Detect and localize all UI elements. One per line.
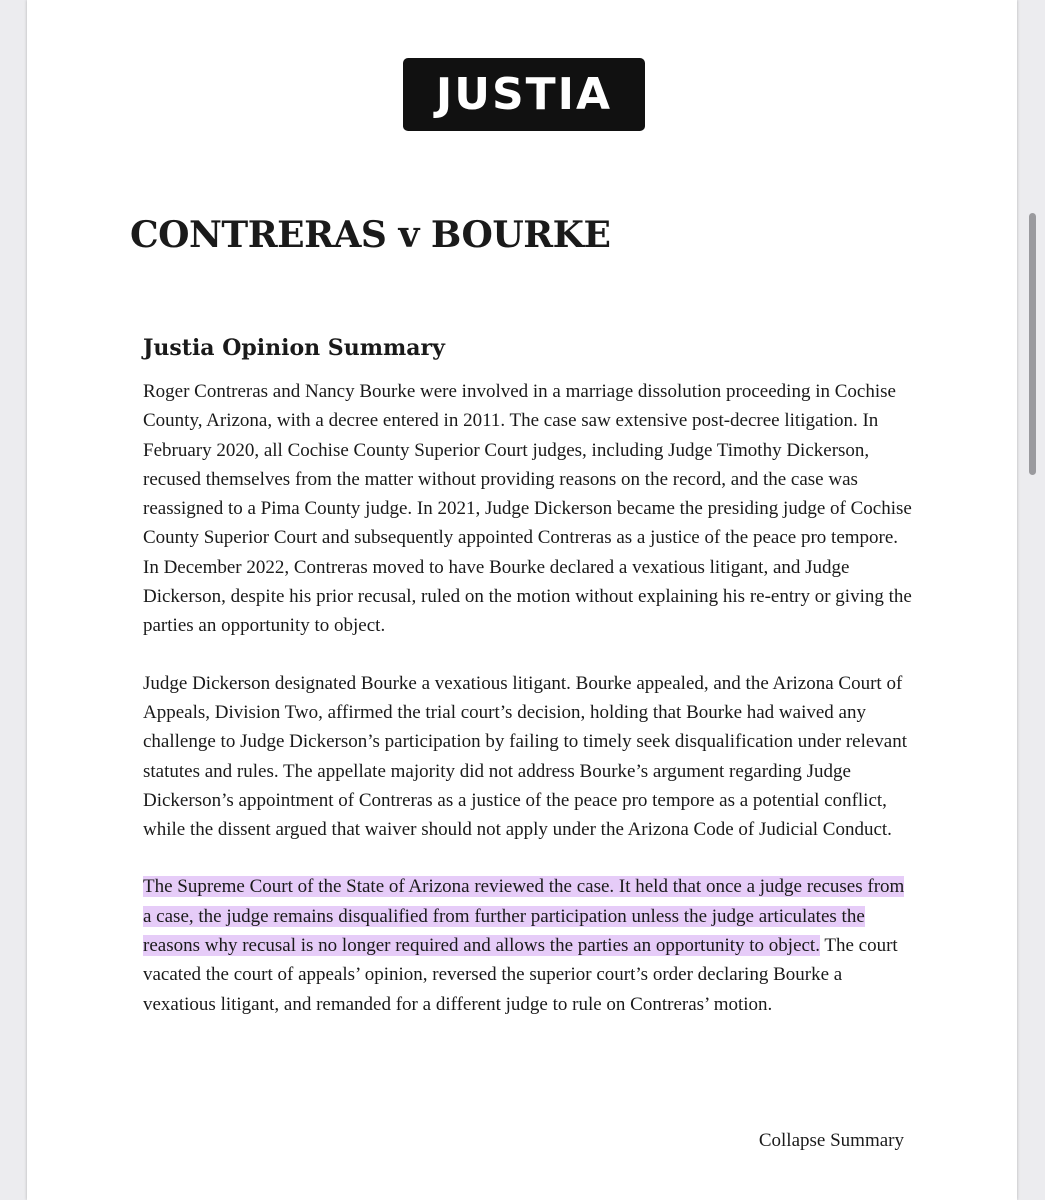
document-page [27,0,1017,1200]
logo-text: JUSTIA [435,69,613,120]
case-title: CONTRERAS v BOURKE [130,214,611,256]
summary-paragraph-3 [143,872,913,1018]
summary-paragraph-3-rest: The court vacated the court of appeals’ opinion, reversed the superior court’s order declaring Bourke a vexatious litigant, and remanded for a different judge to rule on Contreras’ motion. [143,935,898,1015]
summary-heading: Justia Opinion Summary [143,335,445,361]
collapse-summary-link[interactable]: Collapse Summary [758,1130,904,1151]
opinion-summary [143,330,913,1047]
scrollbar-thumb[interactable] [1029,213,1036,475]
justia-logo[interactable] [403,58,645,131]
summary-paragraph-2: Judge Dickerson designated Bourke a vexatious litigant. Bourke appealed, and the Arizona Court of Appeals, Division Two, affirmed the trial court’s decision, holding that Bourke had waived any challenge to Judge Dickerson’s participation by failing to timely seek disqualification under relevant statutes and rules. The appellate majority did not address Bourke’s argument regarding Judge Dickerson’s appointment of Contreras as a justice of the peace pro tempore as a potential conflict, while the dissent argued that waiver should not apply under the Arizona Code of Judicial Conduct. [143,672,907,841]
summary-paragraph-1: Roger Contreras and Nancy Bourke were involved in a marriage dissolution proceeding in Cochise County, Arizona, with a decree entered in 2011. The case saw extensive post-decree litigation. In February 2020, all Cochise County Superior Court judges, including Judge Timothy Dickerson, recused themselves from the matter without providing reasons on the record, and the case was reassigned to a Pima County judge. In 2021, Judge Dickerson became the presiding judge of Cochise County Superior Court and subsequently appointed Contreras as a justice of the peace pro tempore. In December 2022, Contreras moved to have Bourke declared a vexatious litigant, and Judge Dickerson, despite his prior recusal, ruled on the motion without explaining his re-entry or giving the parties an opportunity to object. [143,381,912,637]
highlighted-text: The Supreme Court of the State of Arizona reviewed the case. It held that once a judge recuses from a case, the judge remains disqualified from further participation unless the judge articulates the reasons why recusal is no longer required and allows the parties an opportunity to object. [143,876,905,957]
